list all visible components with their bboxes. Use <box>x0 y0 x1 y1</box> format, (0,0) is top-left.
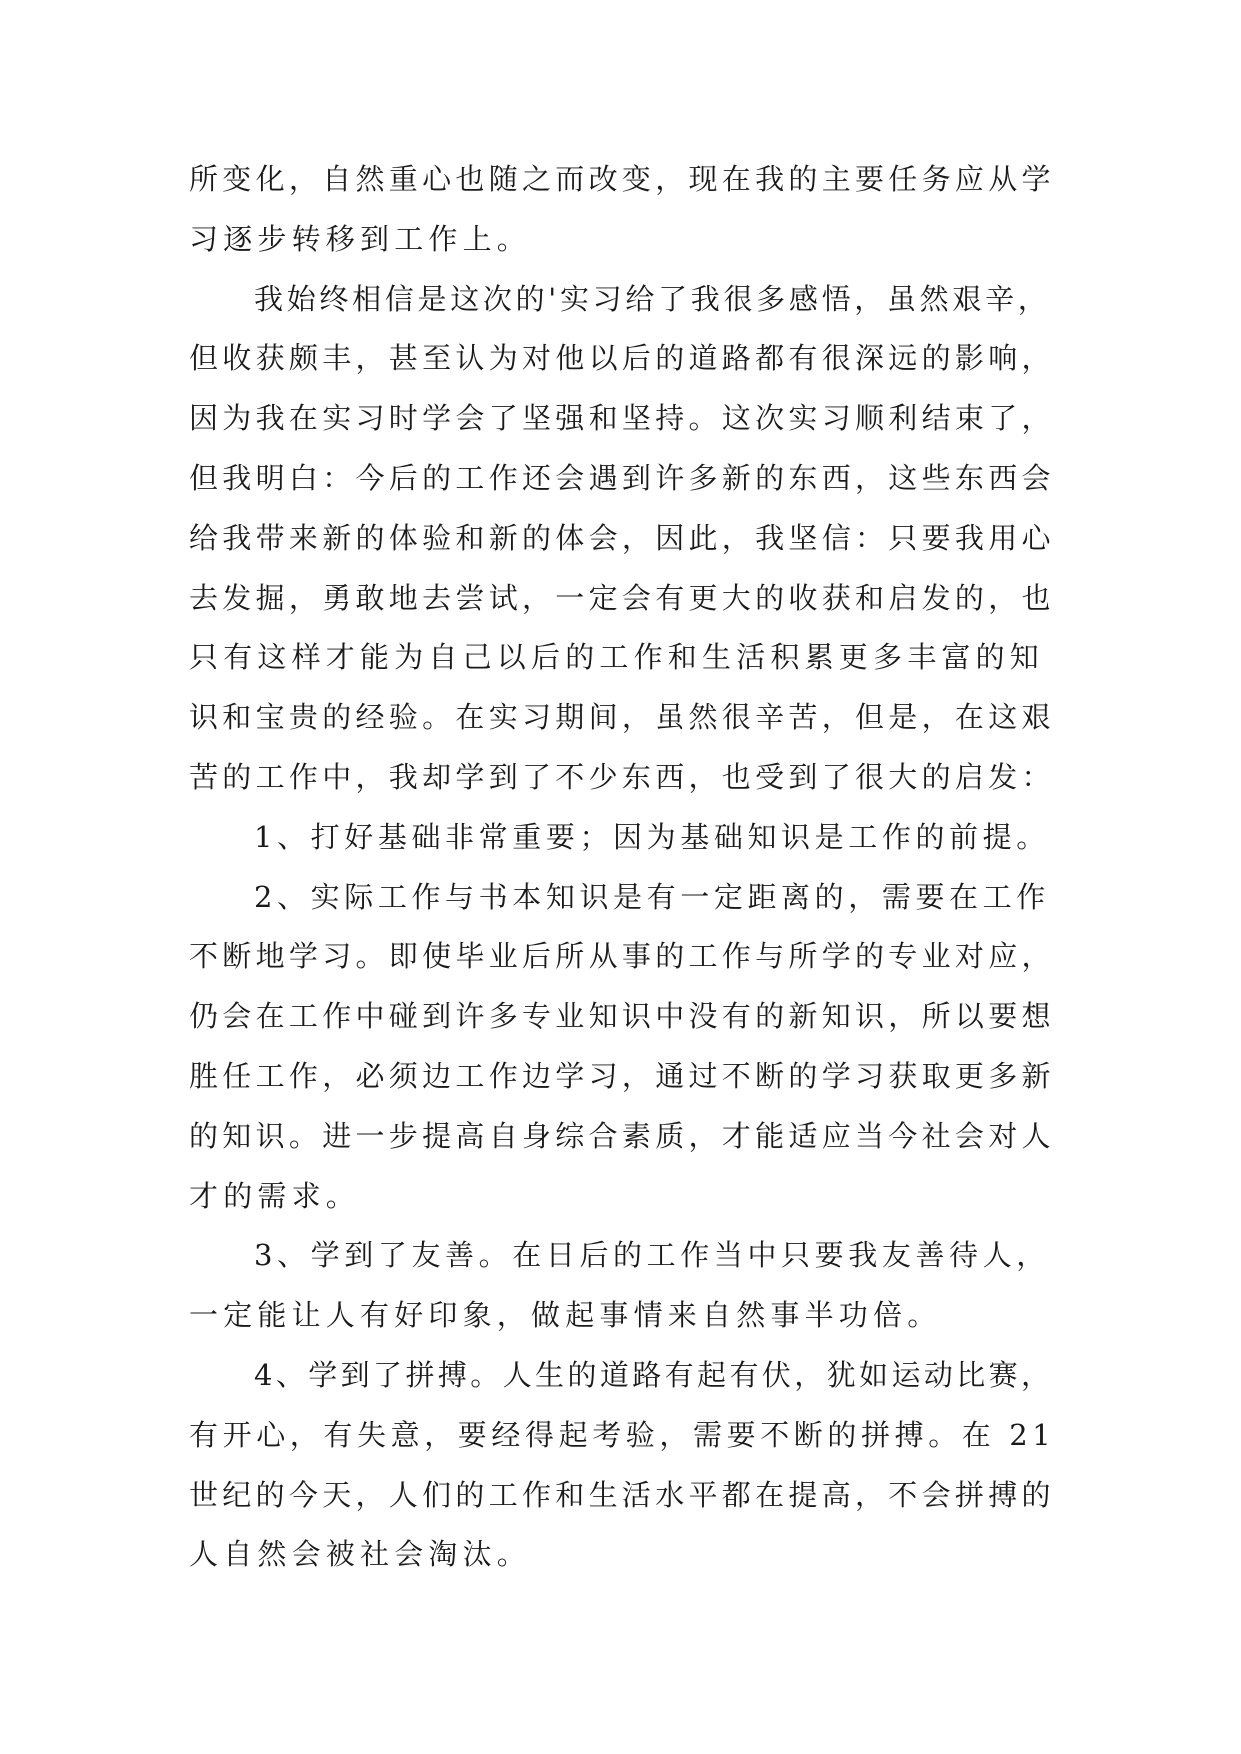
text-line: 只有这样才能为自己以后的工作和生活积累更多丰富的知 <box>189 640 1045 675</box>
document-body <box>189 150 1055 1585</box>
text-line: 有开心，有失意，要经得起考验，需要不断的拼搏。在 21 <box>189 1417 1056 1452</box>
text-line: 不断地学习。即使毕业后所从事的工作与所学的专业对应， <box>189 939 1055 974</box>
text-line: 1、打好基础非常重要；因为基础知识是工作的前提。 <box>254 819 1050 854</box>
text-line: 因为我在实习时学会了坚强和坚持。这次实习顺利结束了， <box>189 401 1055 436</box>
text-line: 习逐步转移到工作上。 <box>189 221 532 256</box>
text-line: 我始终相信是这次的'实习给了我很多感悟，虽然艰辛， <box>254 281 1051 316</box>
text-line: 胜任工作，必须边工作边学习，通过不断的学习获取更多新 <box>189 1058 1055 1093</box>
text-line: 的知识。进一步提高自身综合素质，才能适应当今社会对人 <box>189 1118 1055 1153</box>
text-line: 但我明白：今后的工作还会遇到许多新的东西，这些东西会 <box>189 460 1055 495</box>
text-line: 一定能让人有好印象，做起事情来自然事半功倍。 <box>189 1298 942 1333</box>
text-line: 世纪的今天，人们的工作和生活水平都在提高，不会拼搏的 <box>189 1477 1055 1512</box>
text-line: 识和宝贵的经验。在实习期间，虽然很辛苦，但是，在这艰 <box>189 700 1055 735</box>
text-line: 仍会在工作中碰到许多专业知识中没有的新知识，所以要想 <box>189 999 1055 1034</box>
text-line: 给我带来新的体验和新的体会，因此，我坚信：只要我用心 <box>189 520 1055 555</box>
text-line: 但收获颇丰，甚至认为对他以后的道路都有很深远的影响， <box>189 341 1055 376</box>
text-line: 苦的工作中，我却学到了不少东西，也受到了很大的启发： <box>189 759 1055 794</box>
text-line: 去发掘，勇敢地去尝试，一定会有更大的收获和启发的，也 <box>189 580 1055 615</box>
text-line: 所变化，自然重心也随之而改变，现在我的主要任务应从学 <box>189 162 1055 196</box>
text-line: 人自然会被社会淘汰。 <box>189 1537 532 1572</box>
text-line: 2、实际工作与书本知识是有一定距离的，需要在工作 <box>254 879 1050 914</box>
text-line: 3、学到了友善。在日后的工作当中只要我友善待人， <box>254 1238 1050 1273</box>
text-line: 4、学到了拼搏。人生的道路有起有伏，犹如运动比赛， <box>254 1357 1054 1392</box>
text-line: 才的需求。 <box>189 1178 361 1213</box>
